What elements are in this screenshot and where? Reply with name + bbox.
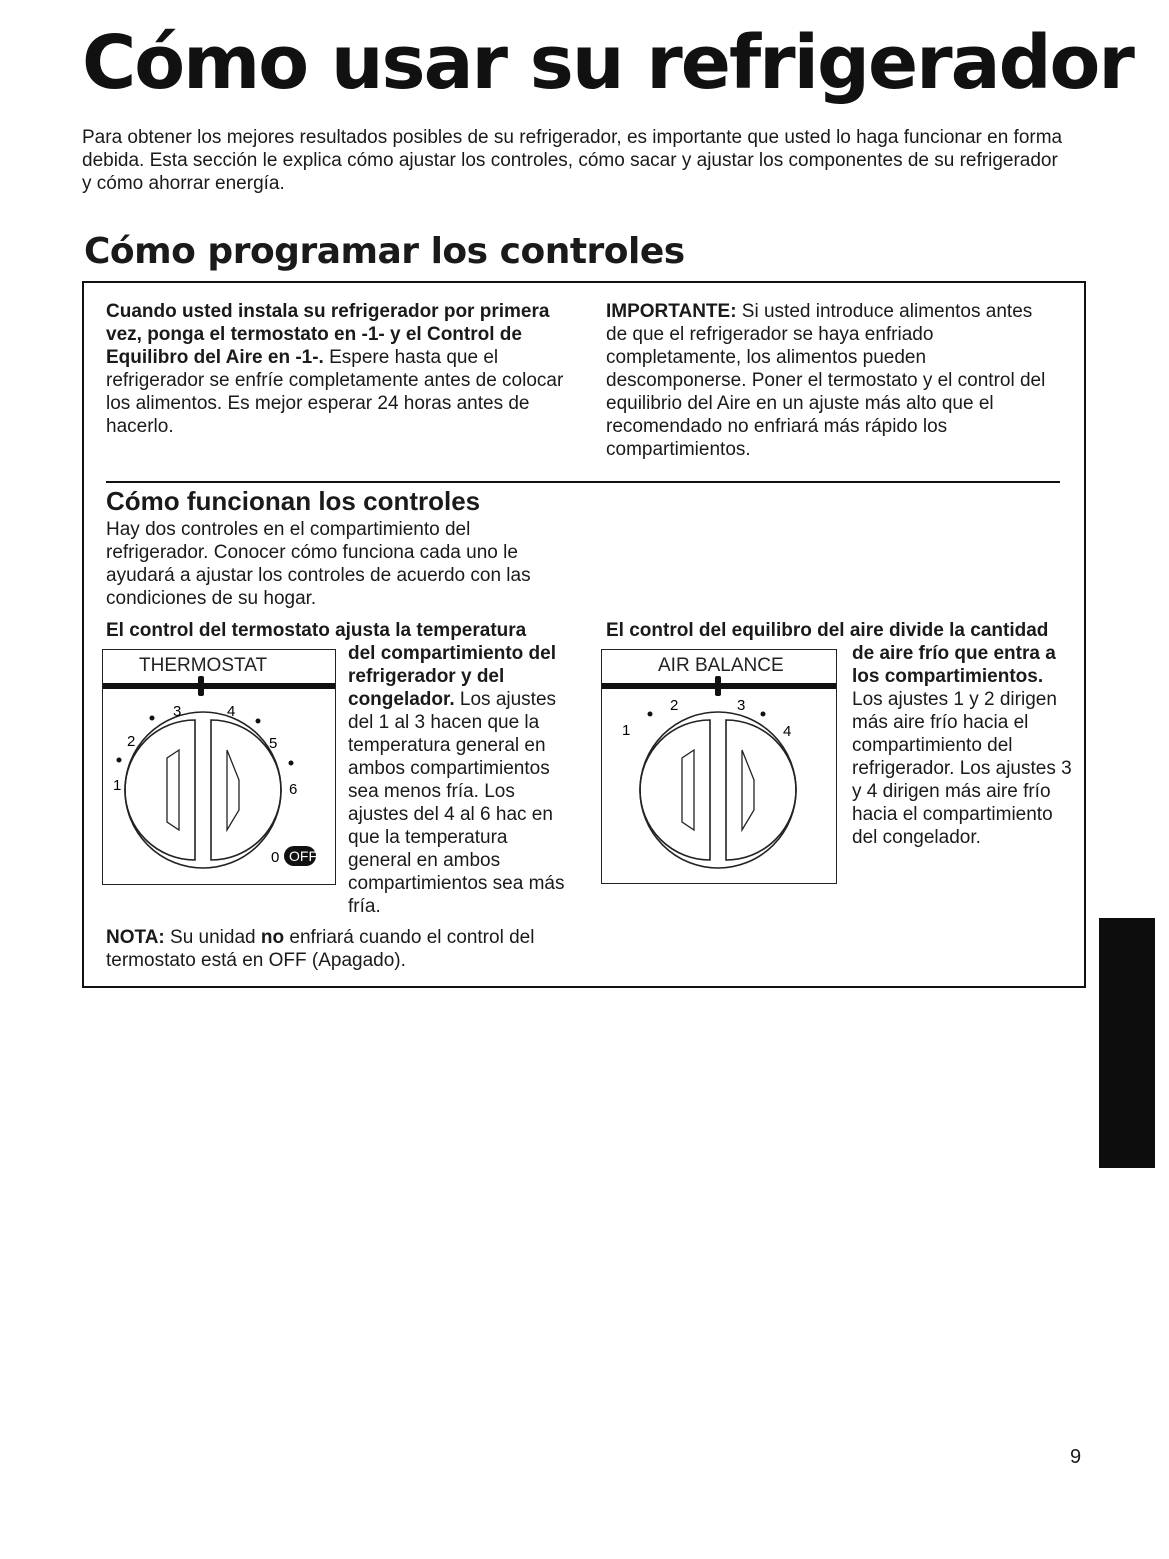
dial-number: 0	[271, 849, 280, 866]
note-text-bold: no	[260, 927, 285, 948]
frame-border-right	[1084, 281, 1086, 988]
tick-dot	[150, 716, 155, 721]
page-number: 9	[1070, 1446, 1082, 1468]
air-balance-knob-left-half	[640, 720, 710, 860]
important-label: IMPORTANTE:	[606, 301, 737, 322]
dial-number: 1	[622, 722, 631, 739]
thermostat-knob-left-half	[125, 720, 195, 860]
dial-number: 4	[783, 723, 792, 740]
section-title: Cómo programar los controles	[84, 231, 685, 272]
tick-dot	[289, 761, 294, 766]
page-title: Cómo usar su refrigerador	[82, 20, 1133, 106]
first-install-paragraph	[106, 300, 574, 438]
controls-paragraph: Hay dos controles en el compartimiento del refrigerador. Conocer cómo funciona cada uno le ayudará a ajustar los controles de acuerdo con las condiciones de su hogar.	[106, 519, 531, 609]
important-text: Si usted introduce alimentos antes de que el refrigerador se haya enfriado completamente, los alimentos pueden descomponerse. Poner el termostato y el control del equilibrio del Aire en un ajuste más alto que el recomendado no enfriará más rápido los compartimientos.	[606, 301, 1046, 460]
thermostat-grip-left	[167, 750, 179, 830]
tick-dot	[761, 712, 766, 717]
note-text-a: Su unidad	[164, 927, 261, 948]
frame-border-left	[82, 281, 84, 988]
thermostat-dial-illustration	[102, 649, 336, 885]
air-balance-grip-left	[682, 750, 694, 830]
thermostat-grip-right	[227, 750, 239, 830]
thermostat-dial-label: THERMOSTAT	[139, 655, 268, 676]
note-paragraph	[106, 926, 586, 972]
first-install-bold: Cuando usted instala su refrigerador por primera vez, ponga el termostato en -1- y el Control de Equilibro del Aire en -1-.	[106, 301, 550, 368]
air-balance-desc-text: Los ajustes 1 y 2 dirigen más aire frío hacia el compartimiento del refrigerador. Los ajustes 3 y 4 dirigen más aire frío hacia el compartimiento del congelador.	[852, 689, 1072, 848]
tick-dot	[648, 712, 653, 717]
air-balance-desc-bold-visible: de aire frío que entra a los compartimientos.	[852, 643, 1056, 687]
air-balance-dial-illustration	[601, 649, 837, 884]
important-paragraph	[606, 300, 1056, 461]
section-side-tab	[1099, 918, 1155, 1168]
air-balance-knob-icon	[640, 712, 796, 868]
controls-subtitle: Cómo funcionan los controles	[106, 486, 481, 516]
frame-border-top	[82, 281, 1086, 283]
tick-dot	[256, 719, 261, 724]
thermostat-heading: El control del termostato ajusta la temperatura	[106, 620, 527, 641]
intro-paragraph: Para obtener los mejores resultados posibles de su refrigerador, es importante que usted lo haga funcionar en forma debida. Esta sección le explica cómo ajustar los controles, cómo sacar y ajustar los componentes de su refrigerador y cómo ahorrar energía.	[82, 127, 1063, 194]
dial-number: 5	[269, 735, 278, 752]
thermostat-desc-text: Los ajustes del 1 al 3 hacen que la temperatura general en ambos compartimientos sea menos fría. Los ajustes del 4 al 6 hac en que la temperatura general en ambos compartimientos sea más fría.	[348, 689, 565, 917]
air-balance-knob-right-half	[726, 720, 796, 860]
section-divider	[106, 481, 1060, 483]
thermostat-desc-bold-visible: del compartimiento del refrigerador y del congelador.	[348, 643, 556, 710]
dial-number: 2	[127, 733, 136, 750]
first-install-text: Espere hasta que el refrigerador se enfríe completamente antes de colocar los alimentos. Es mejor esperar 24 horas antes de hacerlo.	[106, 347, 564, 437]
thermostat-description	[348, 642, 576, 918]
note-text-b: enfriará cuando el control del termostato está en OFF (Apagado).	[106, 927, 535, 971]
dial-number: 2	[670, 697, 679, 714]
air-balance-dial-graphic	[602, 650, 836, 883]
dial-number: 6	[289, 781, 298, 798]
tick-dot	[117, 758, 122, 763]
thermostat-dial-graphic	[103, 650, 335, 884]
thermostat-indicator-icon	[198, 676, 204, 696]
dial-number: 4	[227, 703, 236, 720]
dial-number: 3	[173, 703, 182, 720]
air-balance-dial-label: AIR BALANCE	[658, 655, 784, 676]
dial-number: 1	[113, 777, 122, 794]
off-badge-label: OFF	[289, 848, 317, 864]
frame-border-bottom	[82, 986, 1086, 988]
note-label: NOTA:	[106, 927, 165, 948]
air-balance-indicator-icon	[715, 676, 721, 696]
air-balance-heading: El control del equilibro del aire divide la cantidad	[606, 620, 1049, 641]
thermostat-knob-icon	[125, 712, 281, 868]
dial-number: 3	[737, 697, 746, 714]
thermostat-bar	[103, 683, 335, 689]
air-balance-grip-right	[742, 750, 754, 830]
air-balance-description	[852, 642, 1074, 849]
